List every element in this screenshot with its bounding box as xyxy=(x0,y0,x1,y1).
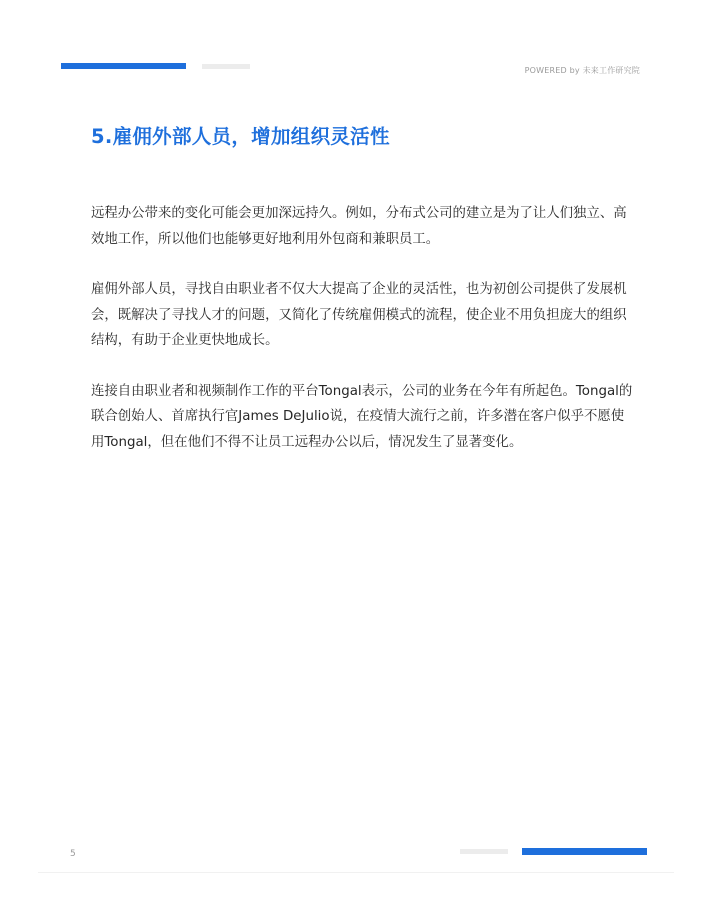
header-muted-bar xyxy=(202,64,250,69)
powered-by-label: POWERED by 未来工作研究院 xyxy=(524,66,640,75)
body-paragraph: 远程办公带来的变化可能会更加深远持久。例如，分布式公司的建立是为了让人们独立、高效地工作，所以他们也能够更好地利用外包商和兼职员工。 xyxy=(91,206,627,247)
body-paragraph: 连接自由职业者和视频制作工作的平台Tongal表示，公司的业务在今年有所起色。Tongal的联合创始人、首席执行官James DeJulio说，在疫情大流行之前，许多潜在客户似乎不愿使用Tongal，但在他们不得不让员工远程办公以后，情况发生了显著变化。 xyxy=(91,383,633,450)
footer-accent-bar xyxy=(522,848,647,855)
footer-divider xyxy=(38,872,674,873)
page-number: 5 xyxy=(70,849,76,859)
section-body xyxy=(91,201,636,480)
footer-muted-bar xyxy=(460,849,508,854)
header-accent-bar xyxy=(61,63,186,69)
section-title: 5.雇佣外部人员，增加组织灵活性 xyxy=(91,125,390,148)
body-paragraph: 雇佣外部人员，寻找自由职业者不仅大大提高了企业的灵活性，也为初创公司提供了发展机会，既解决了寻找人才的问题，又简化了传统雇佣模式的流程，使企业不用负担庞大的组织结构，有助于企业更快地成长。 xyxy=(91,282,627,348)
